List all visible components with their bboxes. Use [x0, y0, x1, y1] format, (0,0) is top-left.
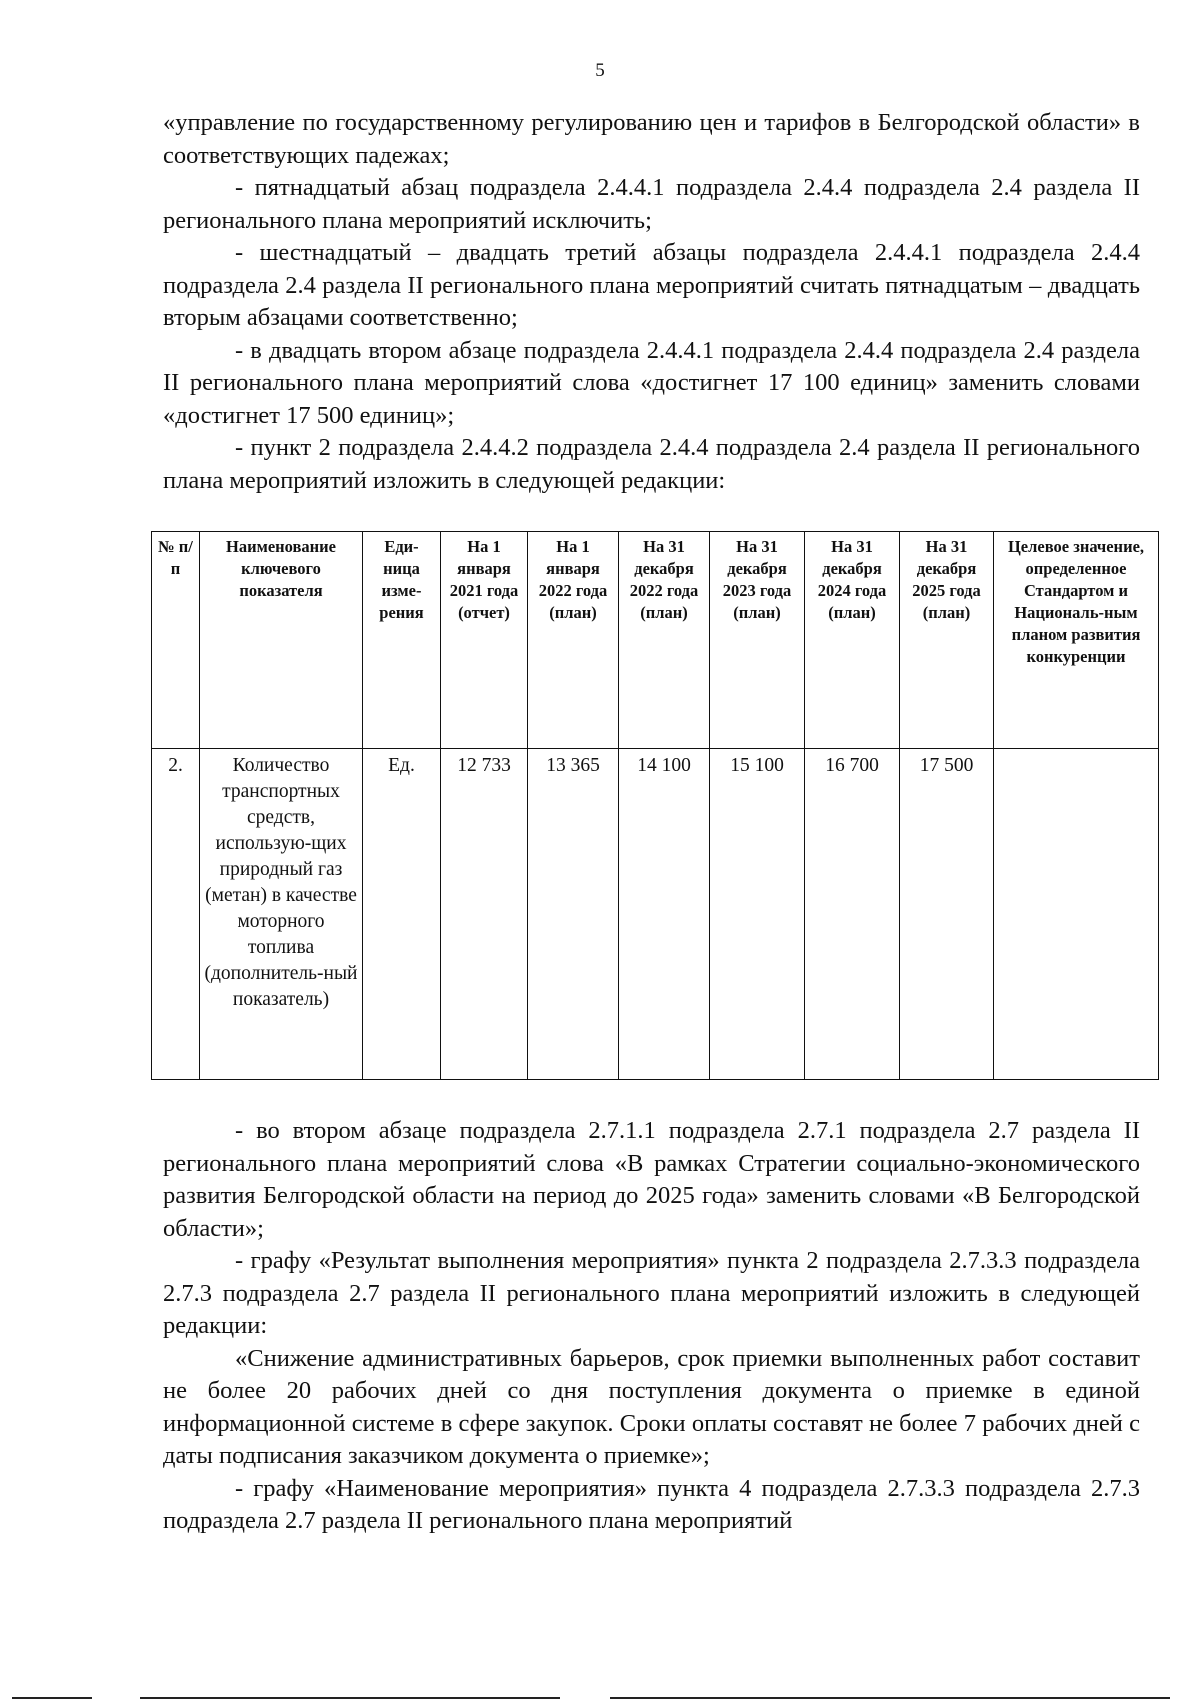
- cell-number: 2.: [152, 749, 200, 1080]
- table-row: [152, 749, 1159, 1080]
- cell-jan-2022: 13 365: [528, 749, 619, 1080]
- page-number: 5: [595, 60, 605, 81]
- bottom-text-block: [163, 1115, 1140, 1538]
- paragraph: «управление по государственному регулированию цен и тарифов в Белгородской области» в соответствующих падежах;: [163, 109, 1140, 169]
- header-unit: Еди-ница изме-рения: [363, 532, 441, 749]
- cell-dec-2023: 15 100: [710, 749, 805, 1080]
- paragraph: - шестнадцатый – двадцать третий абзацы подраздела 2.4.4.1 подраздела 2.4.4 подраздела 2.4 раздела II регионального плана мероприятий считать пятнадцатым – двадцать вторым абзацами соответственно;: [163, 239, 1140, 331]
- paragraph: - графу «Результат выполнения мероприятия» пункта 2 подраздела 2.7.3.3 подраздела 2.7.3 подраздела 2.7 раздела II регионального плана мероприятий изложить в следующей редакции:: [163, 1247, 1140, 1339]
- header-dec-2025: На 31 декабря 2025 года (план): [900, 532, 994, 749]
- paragraph: - пункт 2 подраздела 2.4.4.2 подраздела 2.4.4 подраздела 2.4 раздела II регионального плана мероприятий изложить в следующей редакции:: [163, 434, 1140, 494]
- header-dec-2022: На 31 декабря 2022 года (план): [619, 532, 710, 749]
- header-jan-2021: На 1 января 2021 года (отчет): [441, 532, 528, 749]
- cell-unit: Ед.: [363, 749, 441, 1080]
- cell-dec-2025: 17 500: [900, 749, 994, 1080]
- header-indicator-name: Наименование ключевого показателя: [200, 532, 363, 749]
- header-dec-2024: На 31 декабря 2024 года (план): [805, 532, 900, 749]
- cell-indicator-name: Количество транспортных средств, использую-щих природный газ (метан) в качестве моторного топлива (дополнитель-ный показатель): [200, 749, 363, 1080]
- cell-dec-2024: 16 700: [805, 749, 900, 1080]
- header-dec-2023: На 31 декабря 2023 года (план): [710, 532, 805, 749]
- indicator-table: [151, 531, 1159, 1080]
- paragraph: - в двадцать втором абзаце подраздела 2.4.4.1 подраздела 2.4.4 подраздела 2.4 раздела II регионального плана мероприятий слова «достигнет 17 100 единиц» заменить словами «достигнет 17 500 единиц»;: [163, 336, 1140, 429]
- header-target-value: Целевое значение, определенное Стандартом и Националь-ным планом развития конкуренции: [994, 532, 1159, 749]
- paragraph: - во втором абзаце подраздела 2.7.1.1 подраздела 2.7.1 подраздела 2.7 раздела II регионального плана мероприятий слова «В рамках Стратегии социально-экономического развития Белгородской области на период до 2025 года» заменить словами «В Белгородской области»;: [163, 1117, 1140, 1242]
- cell-jan-2021: 12 733: [441, 749, 528, 1080]
- header-number: № п/п: [152, 532, 200, 749]
- top-text-block: [163, 107, 1140, 497]
- paragraph: «Снижение административных барьеров, срок приемки выполненных работ составит не более 20 рабочих дней со дня поступления документа о приемке в единой информационной системе в сфере закупок. Сроки оплаты составят не более 7 рабочих дней с даты подписания заказчиком документа о приемке»;: [163, 1344, 1140, 1469]
- paragraph: - графу «Наименование мероприятия» пункта 4 подраздела 2.7.3.3 подраздела 2.7.3 подраздела 2.7 раздела II регионального плана мероприятий: [163, 1474, 1140, 1534]
- header-jan-2022: На 1 января 2022 года (план): [528, 532, 619, 749]
- scan-edge-line: [140, 1697, 560, 1699]
- indicator-table-container: [151, 531, 1158, 1080]
- scan-edge-line: [610, 1697, 1170, 1699]
- cell-dec-2022: 14 100: [619, 749, 710, 1080]
- paragraph: - пятнадцатый абзац подраздела 2.4.4.1 подраздела 2.4.4 подраздела 2.4 раздела II регионального плана мероприятий исключить;: [163, 174, 1140, 234]
- cell-target-value: [994, 749, 1159, 1080]
- table-header-row: [152, 532, 1159, 749]
- scan-edge-line: [12, 1697, 92, 1699]
